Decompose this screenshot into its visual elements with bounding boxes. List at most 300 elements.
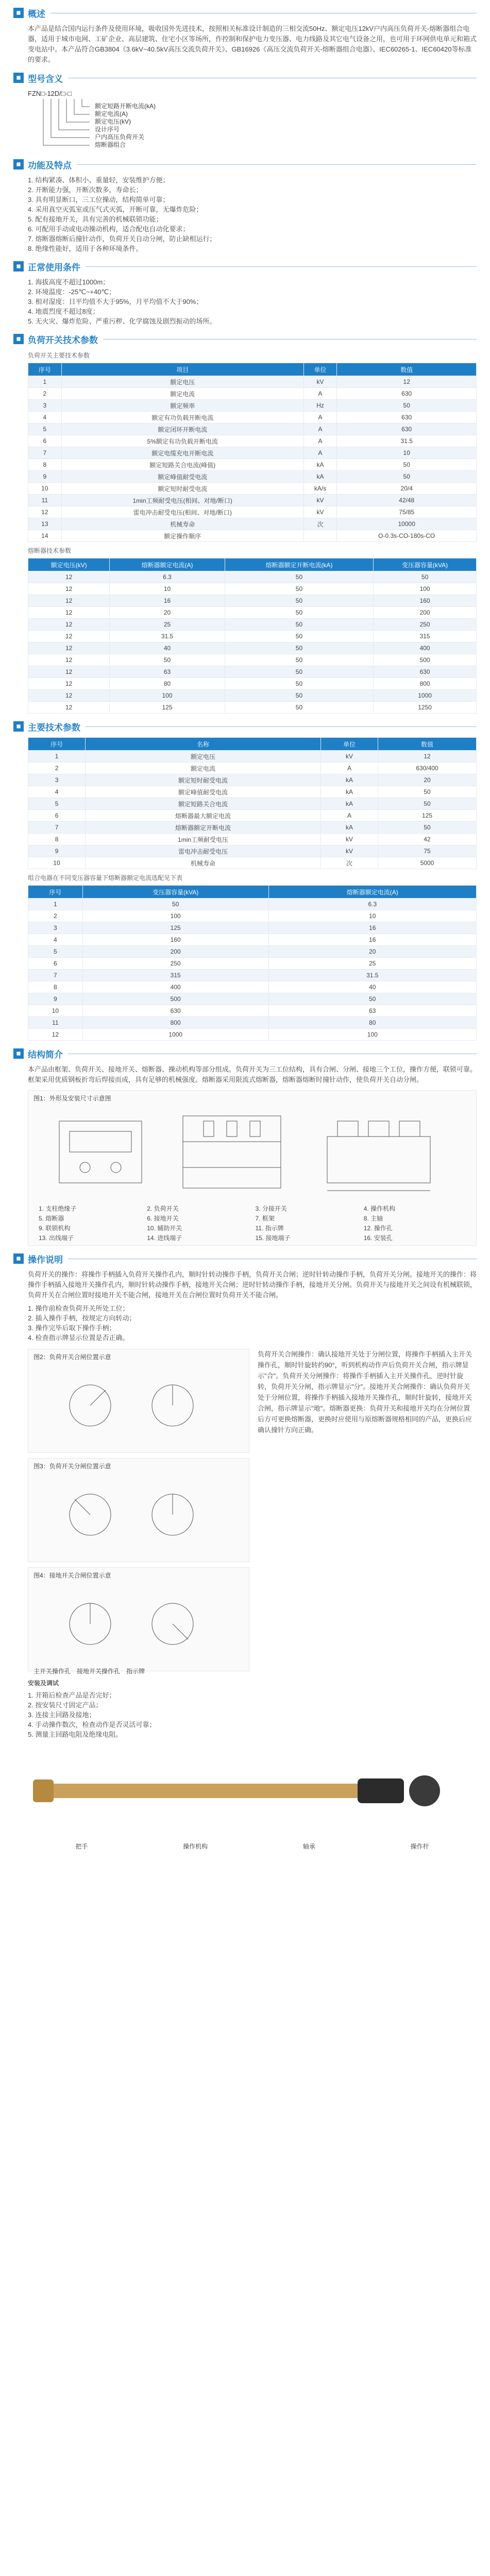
table-cell: 63 [268,1005,476,1017]
table-row [28,423,477,435]
table-cell: 50 [374,571,477,583]
table-row [28,762,477,774]
table-cell: 50 [225,666,373,678]
table-cell: 500 [82,993,268,1005]
table-cell: 额定电流 [61,388,303,400]
op-figure-open: 图3：负荷开关分闸位置示意 [28,1458,249,1562]
table-cell: 125 [110,702,225,714]
table-cell: 12 [28,702,110,714]
tech-params-table [28,363,477,542]
operation-intro: 负荷开关的操作：将操作手柄插入负荷开关操作孔内，顺时针转动操作手柄，负荷开关合闸；逆时针转动操作手柄，负荷开关分闸。接地开关的操作：将操作手柄插入接地开关操作孔内，顺时针转动操作手柄，接地开关合闸；逆时针转动操作手柄，接地开关分闸。负荷开关与接地开关之间设有机械联锁，负荷开关在合闸位置时接地开关不能合闸，接地开关在合闸位置时负荷开关不能合闸。 [28,1270,477,1299]
table-cell: 1000 [82,1029,268,1041]
table-cell: 630 [374,666,477,678]
table-cell: 500 [374,654,477,666]
list-item: 7. 熔断器熔断后撞针动作，负荷开关自动分闸，防止缺相运行； [28,235,216,243]
table-cell: A [303,423,337,435]
table-header: 数值 [337,363,477,376]
section-square-icon [13,8,24,18]
table-row [28,1029,477,1041]
table-cell: 5 [28,946,83,958]
conditions-heading [13,259,477,274]
table-cell: 125 [378,810,477,822]
table-header: 熔断器额定电流(A) [268,886,476,899]
table-cell: 12 [28,583,110,595]
section-square-icon [13,159,24,170]
table-cell: 10 [28,857,86,869]
table-cell: Hz [303,400,337,412]
model-code: FZN□-12D/□-□ [28,90,72,97]
section-square-icon [13,73,24,83]
list-item: 3. 操作完毕后取下操作手柄； [28,1324,116,1332]
model-section [13,70,477,151]
list-item: 2. 开断能力强，开断次数多，寿命长； [28,186,143,194]
table-cell: 7 [28,970,83,981]
table-cell: 12 [28,631,110,642]
table-cell: 400 [374,642,477,654]
features-list [28,175,477,253]
structure-legend: 1. 支柱绝缘子 2. 负荷开关 3. 分接开关 4. 操作机构 5. 熔断器 6. 接地开关 7. 框架 8. 主轴 9. 联锁机构 10. 辅助开关 11. 指示牌 12. 操作孔 13. 出线端子 14. 进线端子 15. 接地端子 16. 安装孔 [39,1205,396,1242]
list-item: 5. 测量主回路电阻及绝缘电阻。 [28,1731,123,1738]
table-cell: kV [303,506,337,518]
table-cell: 50 [225,631,373,642]
table-row [28,459,477,471]
table-row [28,571,477,583]
model-bracket-lines [28,99,105,150]
table-cell: 50 [82,899,268,910]
fuse-params-caption: 熔断器技术参数 [28,547,72,554]
table-header: 单位 [303,363,337,376]
table-cell: 1250 [374,702,477,714]
table-cell: 10000 [337,518,477,530]
conditions-section [13,259,477,326]
list-item: 2. 插入操作手柄，按规定方向转动； [28,1314,136,1322]
table-cell: 20 [378,774,477,786]
table-row [28,495,477,506]
table-row [28,922,477,934]
handle-drawing [28,1748,476,1840]
table-cell: 3 [28,922,83,934]
table-row [28,607,477,619]
list-item: 5. 无火灾、爆炸危险、严重污秽、化学腐蚀及剧烈振动的场所。 [28,317,216,325]
tech-params-heading [13,331,477,347]
table-cell: 50 [378,786,477,798]
table-cell: 31.5 [268,970,476,981]
table-row [28,471,477,483]
table-cell: 6.3 [110,571,225,583]
table-cell: 12 [28,571,110,583]
table-cell: 9 [28,845,86,857]
overview-text: 本产品是结合国内运行条件及使用环境，吸收国外先进技术，按照相关标准设计制造的三相交流50Hz、额定电压12kV户内高压负荷开关-熔断器组合电器，适用于城市电网、工矿企业、高层建筑、住宅小区等场所，作控制和保护电力变压器、电力线路及其它电气设备之用，也可用于环网供电单元和箱式变电站中。本产品符合GB3804《3.6kV~40.5kV高压交流负荷开关》、GB16926《高压交流负荷开关-熔断器组合电器》、IEC60265-1、IEC60420等标准的要求。 [28,25,477,63]
table-cell: 12 [28,595,110,607]
table-cell: 100 [268,1029,476,1041]
selection-note: 组合电器在不同变压器容量下熔断器额定电流选配见下表 [28,874,183,882]
table-cell: 8 [28,981,83,993]
table-cell: A [303,388,337,400]
table-cell: 31.5 [110,631,225,642]
table-cell: 雷电冲击耐受电压 [86,845,321,857]
table-row [28,631,477,642]
table-cell: 16 [268,934,476,946]
table-row [28,899,477,910]
tech-params-caption: 负荷开关主要技术参数 [28,352,90,359]
table-cell: 雷电冲击耐受电压(相间、对地/断口) [61,506,303,518]
table-cell: 630 [337,388,477,400]
table-cell: 50 [225,642,373,654]
overview-section [13,5,477,65]
list-item: 4. 检查指示牌显示位置是否正确。 [28,1334,129,1342]
table-row [28,774,477,786]
table-row [28,910,477,922]
table-cell: 630 [337,412,477,423]
table-cell: 11 [28,495,62,506]
table-cell: 12 [337,376,477,388]
table-row [28,834,477,845]
table-cell: kV [303,495,337,506]
features-title: 功能及特点 [28,160,72,171]
table-header: 序号 [28,886,83,899]
table-cell: kA [320,798,378,810]
main-params-section [13,719,477,1041]
table-cell: 630 [82,1005,268,1017]
structure-text: 本产品由框架、负荷开关、接地开关、熔断器、操动机构等部分组成。负荷开关为三工位结构，具有合闸、分闸、接地三个工位，操作方便，联锁可靠。框架采用优质钢板折弯后焊接而成，具有足够的机械强度。熔断器采用限流式熔断器，熔断器熔断时撞针动作，使负荷开关自动分闸。 [28,1065,477,1083]
table-header: 项目 [61,363,303,376]
list-item: 4. 手动操作数次，检查动作是否灵活可靠； [28,1721,156,1728]
operation-right-text: 负荷开关合闸操作：确认接地开关处于分闸位置，将操作手柄插入主开关操作孔，顺时针旋转约90°，听到机构动作声后负荷开关合闸，指示牌显示"合"。负荷开关分闸操作：将操作手柄插入主开关操作孔，逆时针旋转，负荷开关分闸，指示牌显示"分"。接地开关合闸操作：确认负荷开关处于分闸位置，将操作手柄插入接地开关操作孔，顺时针旋转，接地开关合闸，指示牌显示"地"。熔断器更换：负荷开关和接地开关均在分闸位置后方可更换熔断器，更换时应使用与原熔断器规格相同的产品，更换后应确认撞针方向正确。 [258,1350,472,1434]
fuse-params-table [28,558,477,714]
table-cell: 6 [28,435,62,447]
table-cell: 50 [225,607,373,619]
table-cell: 50 [225,583,373,595]
table-cell: 200 [82,946,268,958]
conditions-title: 正常使用条件 [28,262,80,273]
table-cell: 25 [110,619,225,631]
table-cell: 1min工频耐受电压(相间、对地/断口) [61,495,303,506]
table-header: 变压器容量(kVA) [374,558,477,571]
table-cell: A [320,762,378,774]
table-cell: 额定电流 [86,762,321,774]
structure-drawing [28,1106,461,1198]
op-figure-earth: 图4：接地开关合闸位置示意 主开关操作孔 接地开关操作孔 指示牌 [28,1567,249,1671]
table-cell: 50 [337,400,477,412]
table-row [28,1017,477,1029]
table-cell: kV [320,845,378,857]
table-cell: kV [320,751,378,762]
table-cell: 75/85 [337,506,477,518]
tech-params-title: 负荷开关技术参数 [28,335,98,345]
table-cell: 5 [28,798,86,810]
table-cell: 13 [28,518,62,530]
table-cell: 额定电压 [61,376,303,388]
table-cell: 额定峰值耐受电流 [61,471,303,483]
table-cell: 额定频率 [61,400,303,412]
table-row [28,857,477,869]
table-cell: 10 [268,910,476,922]
table-header: 熔断器额定电流(A) [110,558,225,571]
table-cell: 4 [28,412,62,423]
structure-fig-title: 图1：外形及安装尺寸示意图 [33,1095,111,1102]
table-row [28,810,477,822]
model-title: 型号含义 [28,74,63,84]
section-square-icon [13,261,24,272]
table-cell: 12 [28,1029,83,1041]
table-header: 熔断器额定开断电流(kA) [225,558,373,571]
table-cell: 额定短时耐受电流 [86,774,321,786]
table-cell: 250 [374,619,477,631]
table-cell: 40 [110,642,225,654]
list-item: 3. 连接主回路及接地； [28,1711,96,1719]
table-cell: 12 [378,751,477,762]
table-cell: 4 [28,786,86,798]
table-row [28,751,477,762]
table-cell: 315 [374,631,477,642]
table-row [28,958,477,970]
table-row [28,376,477,388]
table-cell: 12 [28,619,110,631]
table-header: 额定电压(kV) [28,558,110,571]
table-cell: 6.3 [268,899,476,910]
table-row [28,412,477,423]
install-title: 安装及调试 [28,1680,59,1687]
table-cell: 50 [225,702,373,714]
table-cell: 20 [110,607,225,619]
table-cell: kV [303,376,337,388]
table-row [28,654,477,666]
table-header: 单位 [320,738,378,751]
table-cell: 12 [28,506,62,518]
table-cell: A [303,412,337,423]
table-row [28,530,477,542]
table-cell: 12 [28,666,110,678]
table-cell: kA/s [303,483,337,495]
handle-photo [28,1748,477,1882]
operation-title: 操作说明 [28,1255,63,1265]
table-cell: 次 [303,518,337,530]
features-heading [13,157,477,172]
table-cell: 熔断器最大额定电流 [86,810,321,822]
table-cell: 630 [337,423,477,435]
table-cell: 50 [225,690,373,702]
table-row [28,642,477,654]
table-cell: kA [320,822,378,834]
table-row [28,583,477,595]
table-cell: 125 [82,922,268,934]
table-header: 序号 [28,738,86,751]
table-row [28,678,477,690]
table-row [28,946,477,958]
table-cell: 50 [225,619,373,631]
op-figure-close: 图2：负荷开关合闸位置示意 [28,1349,249,1453]
table-cell: kA [303,459,337,471]
table-row [28,1005,477,1017]
table-cell: 额定电压 [86,751,321,762]
table-row [28,690,477,702]
table-row [28,400,477,412]
table-row [28,970,477,981]
table-row [28,786,477,798]
table-cell: 额定短路关合电流(峰值) [61,459,303,471]
table-cell: 630/400 [378,762,477,774]
table-row [28,483,477,495]
table-header: 变压器容量(kVA) [82,886,268,899]
table-cell: 次 [320,857,378,869]
model-diagram [28,90,477,151]
table-cell: 250 [82,958,268,970]
table-cell: 31.5 [337,435,477,447]
table-cell: 12 [28,654,110,666]
table-cell: 8 [28,834,86,845]
section-square-icon [13,1253,24,1264]
table-cell: 11 [28,1017,83,1029]
table-cell: 额定有功负载开断电流 [61,412,303,423]
table-cell: 2 [28,388,62,400]
table-row [28,845,477,857]
table-row [28,798,477,810]
structure-heading [13,1046,477,1061]
install-list [28,1690,477,1739]
table-cell: 7 [28,822,86,834]
table-cell: 1min工频耐受电压 [86,834,321,845]
table-cell: 2 [28,910,83,922]
table-row [28,388,477,400]
section-square-icon [13,334,24,344]
structure-title: 结构简介 [28,1049,63,1060]
table-cell: 12 [28,642,110,654]
table-cell: 1 [28,899,83,910]
table-cell: 16 [268,922,476,934]
list-item: 3. 具有明显断口，三工位操动，结构简单可靠； [28,196,170,204]
main-params-title: 主要技术参数 [28,722,80,733]
table-cell: 1 [28,751,86,762]
table-header: 序号 [28,363,62,376]
table-cell: 10 [28,483,62,495]
list-item: 6. 可配用手动或电动操动机构，适合配电自动化要求； [28,225,190,233]
table-cell: kA [320,786,378,798]
table-cell: 100 [374,583,477,595]
table-cell: 50 [337,459,477,471]
table-row [28,702,477,714]
table-cell: 42/48 [337,495,477,506]
table-cell: 熔断器额定开断电流 [86,822,321,834]
list-item: 8. 绝缘性能好，适用于各种环境条件。 [28,245,143,252]
model-heading [13,70,477,86]
table-row [28,518,477,530]
table-cell: 160 [82,934,268,946]
table-cell: 12 [28,678,110,690]
table-cell: 40 [268,981,476,993]
section-square-icon [13,721,24,732]
table-cell: 20/4 [337,483,477,495]
model-legend: 额定短路开断电流(kA) 额定电流(A) 额定电压(kV) 设计序号 户内高压负荷开关 熔断器组合 [95,103,156,148]
table-cell: 机械寿命 [86,857,321,869]
table-cell: 额定操作顺序 [61,530,303,542]
table-row [28,822,477,834]
table-cell: 额定峰值耐受电流 [86,786,321,798]
table-cell: 50 [337,471,477,483]
table-cell: 200 [374,607,477,619]
table-cell: 100 [82,910,268,922]
list-item: 2. 按安装尺寸固定产品； [28,1701,103,1709]
table-cell: 75 [378,845,477,857]
table-cell: 7 [28,447,62,459]
table-row [28,993,477,1005]
table-cell: 机械寿命 [61,518,303,530]
tech-params-section [13,331,477,714]
table-cell: 80 [110,678,225,690]
list-item: 1. 开箱后检查产品是否完好； [28,1691,116,1699]
table-cell: 5%额定有功负载开断电流 [61,435,303,447]
table-cell: 6 [28,810,86,822]
overview-title: 概述 [28,9,45,19]
table-cell: A [320,810,378,822]
list-item: 1. 海拔高度不超过1000m； [28,278,110,286]
table-row [28,447,477,459]
table-cell: 3 [28,400,62,412]
table-cell: 9 [28,993,83,1005]
table-cell: 80 [268,1017,476,1029]
table-cell: 10 [110,583,225,595]
table-cell: 50 [225,678,373,690]
table-cell: kA [303,471,337,483]
main-params-heading [13,719,477,734]
table-row [28,934,477,946]
table-row [28,981,477,993]
operation-section [13,1251,477,1882]
section-square-icon [13,1048,24,1059]
table-cell: 50 [225,571,373,583]
structure-figure [28,1090,477,1246]
list-item: 4. 地震烈度不超过8度； [28,308,99,315]
table-cell: 12 [28,690,110,702]
structure-section [13,1046,477,1246]
table-cell: 1 [28,376,62,388]
table-cell: 3 [28,774,86,786]
table-row [28,506,477,518]
list-item: 3. 相对湿度：日平均值不大于95%，月平均值不大于90%； [28,298,203,306]
table-cell: 6 [28,958,83,970]
table-cell: 400 [82,981,268,993]
table-cell: 5000 [378,857,477,869]
handle-labels: 把手 操作机构 轴承 操作杆 [75,1843,429,1850]
table-cell: 16 [110,595,225,607]
table-cell: 800 [82,1017,268,1029]
table-row [28,619,477,631]
conditions-list [28,277,477,326]
table-cell: 5 [28,423,62,435]
table-cell: 50 [378,798,477,810]
table-cell: 315 [82,970,268,981]
fuse-selection-table [28,885,477,1041]
operation-heading [13,1251,477,1266]
table-cell: 50 [110,654,225,666]
table-cell: 2 [28,762,86,774]
table-cell: 9 [28,471,62,483]
table-cell: 20 [268,946,476,958]
list-item: 2. 环境温度：-25℃~+40℃； [28,288,116,296]
table-cell: 额定短时耐受电流 [61,483,303,495]
table-cell: 160 [374,595,477,607]
list-item: 5. 配有接地开关，具有完善的机械联锁功能； [28,215,163,223]
table-header: 名称 [86,738,321,751]
table-cell: 14 [28,530,62,542]
table-row [28,435,477,447]
table-row [28,595,477,607]
operation-columns [28,1349,477,1675]
table-cell: A [303,435,337,447]
table-cell: 50 [225,654,373,666]
table-cell: kA [320,774,378,786]
list-item: 4. 采用真空灭弧室或压气式灭弧，开断可靠，无爆炸危险； [28,206,203,213]
operation-steps [28,1303,477,1343]
